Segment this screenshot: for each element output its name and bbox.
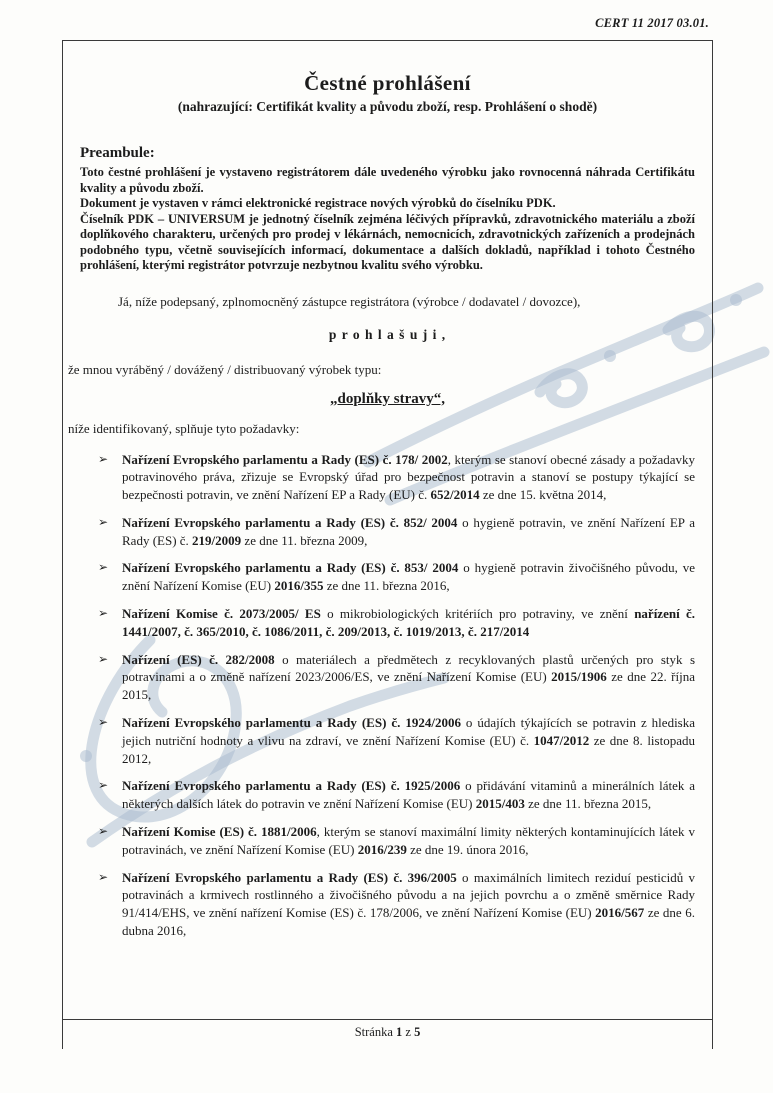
preamble-paragraph: Číselník PDK – UNIVERSUM je jednotný číselník zejména léčivých přípravků, zdravotnického materiálu a zboží doplňkového charakteru, určených pro prodej v lékárnách, nemocnicích, zdravotnických zařízeních a prodejnách podobného typu, včetně souvisejících informací, dokumentace a dalších dokladů, například i tohoto Čestného prohlášení, kterými registrátor potvrzuje nezbytnou kvalitu svého výrobku.: [80, 211, 695, 272]
product-type: „doplňky stravy“,: [329, 390, 446, 407]
list-arrow-icon: ➢: [98, 824, 109, 839]
regulation-item: [80, 777, 695, 813]
regulations-list: [80, 451, 695, 940]
document-title: Čestné prohlášení: [304, 71, 471, 95]
regulation-item: [80, 514, 695, 550]
document-subtitle: (nahrazující: Certifikát kvality a původu zboží, resp. Prohlášení o shodě): [177, 99, 598, 114]
list-arrow-icon: ➢: [98, 869, 109, 884]
preamble-heading: Preambule:: [80, 145, 155, 161]
regulation-item: [80, 651, 695, 704]
regulation-text: Nařízení Evropského parlamentu a Rady (ES) č. 852/ 2004 o hygieně potravin, ve znění Nařízení EP a Rady (ES) č. 219/2009 ze dne 11. března 2009,: [122, 514, 696, 548]
preamble-paragraph: Dokument je vystaven v rámci elektronické registrace nových výrobků do číselníku PDK.: [80, 196, 556, 210]
regulation-text: Nařízení Evropského parlamentu a Rady (ES) č. 1925/2006 o přidávání vitaminů a minerálních látek a některých dalších látek do potravin ve znění Nařízení Komise (EU) 2015/403 ze dne 11. března 2015,: [122, 778, 696, 812]
regulation-item: [80, 869, 695, 940]
regulation-text: Nařízení Komise (ES) č. 1881/2006, kterým se stanoví maximální limity některých kontaminujících látek v potravinách, ve znění Nařízení Komise (EU) 2016/239 ze dne 19. února 2016,: [122, 824, 695, 857]
requirements-lead: níže identifikovaný, splňuje tyto požadavky:: [68, 420, 300, 436]
regulation-text: Nařízení (ES) č. 282/2008 o materiálech a předmětech z recyklovaných plastů určených pro styk s potravinami a o změně nařízení 2023/2006/ES, ve znění Nařízení Komise (EU) 2015/1906 ze dne 22. října 2015,: [122, 651, 696, 703]
list-arrow-icon: ➢: [98, 514, 109, 529]
page-number: Stránka 1 z 5: [354, 1025, 421, 1039]
regulation-text: Nařízení Komise č. 2073/2005/ ES o mikrobiologických kritériích pro potraviny, ve znění nařízení č. 1441/2007, č. 365/2010, č. 1086/2011, č. 209/2013, č. 1019/2013, č. 217/2014: [122, 606, 695, 639]
preamble-paragraph: Toto čestné prohlášení je vystaveno registrátorem dále uvedeného výrobku jako rovnocenná náhrada Certifikátu kvality a původu zboží.: [80, 165, 695, 195]
page-frame: [62, 40, 713, 1049]
regulation-text: Nařízení Evropského parlamentu a Rady (ES) č. 396/2005 o maximálních limitech reziduí pesticidů v potravinách a krmivech rostlinného a živočišného původu a na jejich povrchu a o změně směrnice Rady 91/414/EHS, ve znění nařízení Komise (ES) č. 178/2006, ve znění Nařízení Komise (EU) 2016/567 ze dne 6. dubna 2016,: [122, 869, 696, 939]
declaration-intro: Já, níže podepsaný, zplnomocněný zástupce registrátora (výrobce / dodavatel / dovozce),: [118, 293, 581, 309]
product-type-lead: že mnou vyráběný / dovážený / distribuovaný výrobek typu:: [68, 361, 382, 377]
regulation-text: Nařízení Evropského parlamentu a Rady (ES) č. 1924/2006 o údajích týkajících se potravin z hlediska jejich nutriční hodnoty a vlivu na zdraví, ve znění Nařízení Komise (EU) č. 1047/2012 ze dne 8. listopadu 2012,: [122, 715, 696, 766]
regulation-item: [80, 714, 695, 767]
page-content: [63, 41, 712, 1019]
page-footer: [63, 1019, 712, 1049]
page-header: [595, 16, 709, 31]
declaration-keyword: p r o h l a š u j i ,: [328, 326, 447, 342]
list-arrow-icon: ➢: [98, 560, 109, 575]
regulation-item: [80, 605, 695, 641]
regulation-item: [80, 823, 695, 859]
regulation-item: [80, 559, 695, 595]
list-arrow-icon: ➢: [98, 451, 109, 466]
preamble-section: [80, 145, 695, 274]
list-arrow-icon: ➢: [98, 715, 109, 730]
regulation-text: Nařízení Evropského parlamentu a Rady (ES) č. 178/ 2002, kterým se stanoví obecné zásady a požadavky potravinového práva, zřizuje se Evropský úřad pro bezpečnost potravin a stanoví se postupy týkající se bezpečnosti potravin, ve znění Nařízení EP a Rady (EU) č. 652/2014 ze dne 15. května 2014,: [122, 451, 696, 503]
doc-code: CERT 11 2017 03.01.: [595, 16, 709, 30]
regulation-item: [80, 451, 695, 504]
list-arrow-icon: ➢: [98, 651, 109, 666]
list-arrow-icon: ➢: [98, 606, 109, 621]
list-arrow-icon: ➢: [98, 778, 109, 793]
regulation-text: Nařízení Evropského parlamentu a Rady (ES) č. 853/ 2004 o hygieně potravin živočišného původu, ve znění Nařízení Komise (EU) 2016/355 ze dne 11. března 2016,: [122, 560, 696, 594]
